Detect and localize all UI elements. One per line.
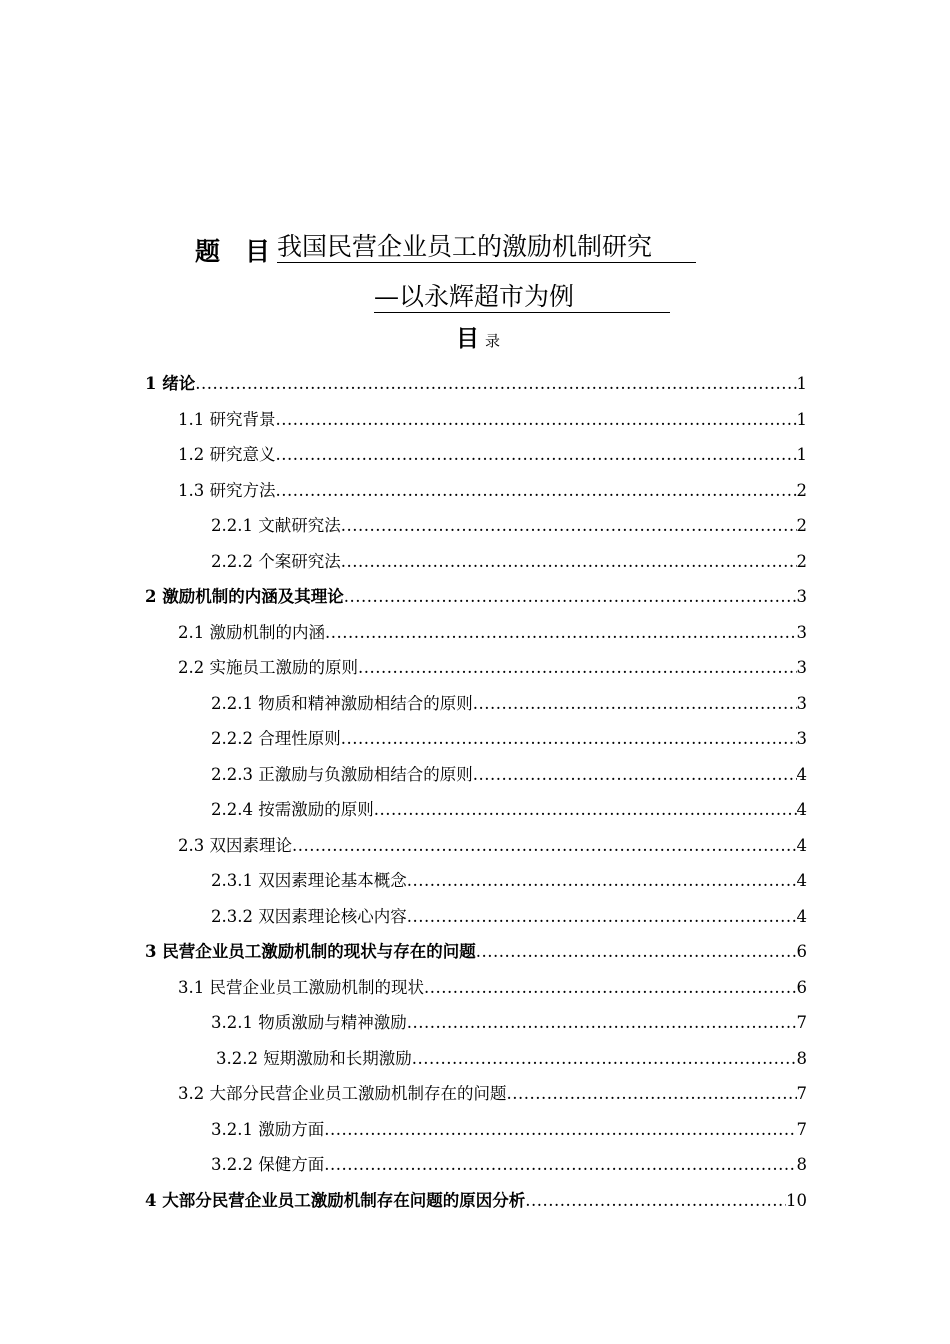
toc-leader-dots xyxy=(473,761,797,789)
toc-entry-label: 4 大部分民营企业员工激励机制存在问题的原因分析 xyxy=(145,1190,526,1210)
toc-leader-dots xyxy=(473,690,797,718)
toc-entry-page: 6 xyxy=(796,977,807,997)
toc-leader-dots xyxy=(276,441,797,469)
toc-entry[interactable] xyxy=(211,1009,807,1037)
toc-entry-label: 2.3.2 双因素理论核心内容 xyxy=(211,906,407,926)
toc-entry-label: 3 民营企业员工激励机制的现状与存在的问题 xyxy=(145,942,476,961)
toc-entry-page: 4 xyxy=(796,871,807,890)
toc-leader-dots xyxy=(407,903,797,931)
toc-entry[interactable] xyxy=(145,1187,807,1215)
toc-leader-dots xyxy=(525,1187,786,1215)
toc-entry-page: 3 xyxy=(796,622,807,642)
title-row xyxy=(195,228,715,268)
toc-entry-label: 2.2.2 个案研究法 xyxy=(211,551,341,571)
toc-entry-label: 2.3 双因素理论 xyxy=(178,835,292,855)
toc-heading-small: 录 xyxy=(485,332,501,350)
toc-entry[interactable] xyxy=(178,974,807,1002)
toc-leader-dots xyxy=(407,867,797,895)
thesis-title: 我国民营企业员工的激励机制研究 xyxy=(277,232,696,263)
toc-entry-label: 3.2.1 激励方面 xyxy=(211,1119,325,1139)
toc-entry[interactable] xyxy=(145,938,807,966)
toc-entry-label: 3.1 民营企业员工激励机制的现状 xyxy=(178,977,424,997)
toc-entry-page: 4 xyxy=(796,800,807,819)
toc-entry-label: 3.2.1 物质激励与精神激励 xyxy=(211,1013,407,1032)
toc-entry-label: 2.3.1 双因素理论基本概念 xyxy=(211,871,407,890)
toc-entry-page: 1 xyxy=(796,374,807,393)
toc-entry[interactable] xyxy=(178,406,807,434)
toc-leader-dots xyxy=(424,974,797,1002)
toc-leader-dots xyxy=(507,1080,797,1108)
toc-entry[interactable] xyxy=(211,903,807,931)
toc-leader-dots xyxy=(276,477,797,505)
toc-entry-page: 7 xyxy=(796,1084,807,1103)
toc-leader-dots xyxy=(341,725,797,753)
toc-leader-dots xyxy=(344,583,797,611)
toc-entry-label: 2.2.4 按需激励的原则 xyxy=(211,800,374,819)
toc-entry[interactable] xyxy=(211,1151,807,1179)
toc-entry-label: 2.2.1 文献研究法 xyxy=(211,516,341,535)
toc-entry-page: 2 xyxy=(796,516,807,535)
toc-entry[interactable] xyxy=(211,690,807,718)
toc-entry-label: 3.2.2 短期激励和长期激励 xyxy=(216,1048,412,1068)
toc-entry-page: 7 xyxy=(796,1013,807,1032)
toc-entry-page: 8 xyxy=(796,1155,807,1174)
toc-entry-label: 2.2.1 物质和精神激励相结合的原则 xyxy=(211,693,473,713)
toc-entry-page: 2 xyxy=(796,480,807,500)
toc-leader-dots xyxy=(412,1045,797,1073)
toc-leader-dots xyxy=(324,1116,796,1144)
toc-entry-label: 2.2 实施员工激励的原则 xyxy=(178,658,358,677)
toc-entry-page: 4 xyxy=(796,906,807,926)
toc-entry-label: 2.2.3 正激励与负激励相结合的原则 xyxy=(211,764,473,784)
toc-entry[interactable] xyxy=(178,619,807,647)
toc-entry[interactable] xyxy=(211,761,807,789)
toc-entry-page: 10 xyxy=(786,1190,807,1210)
toc-entry-page: 3 xyxy=(796,693,807,713)
toc-entry[interactable] xyxy=(178,654,807,682)
toc-leader-dots xyxy=(341,512,797,540)
toc-entry[interactable] xyxy=(211,725,807,753)
toc-entry-page: 3 xyxy=(796,729,807,748)
toc-entry[interactable] xyxy=(211,548,807,576)
toc-entry-label: 3.2 大部分民营企业员工激励机制存在的问题 xyxy=(178,1084,507,1103)
toc-entry-page: 1 xyxy=(796,445,807,464)
toc-entry[interactable] xyxy=(211,867,807,895)
toc-entry-label: 2.1 激励机制的内涵 xyxy=(178,622,325,642)
title-label: 题 目 xyxy=(195,237,271,266)
toc-entry[interactable] xyxy=(211,512,807,540)
thesis-subtitle: —以永辉超市为例 xyxy=(374,282,670,313)
toc-entry-label: 1.2 研究意义 xyxy=(178,445,276,464)
toc-leader-dots xyxy=(292,832,797,860)
toc-entry[interactable] xyxy=(145,370,807,398)
toc-entry-label: 1.1 研究背景 xyxy=(178,409,276,429)
toc-leader-dots xyxy=(374,796,797,824)
toc-entry-label: 1.3 研究方法 xyxy=(178,480,276,500)
toc-entry[interactable] xyxy=(211,796,807,824)
toc-leader-dots xyxy=(325,619,797,647)
toc-heading-big: 目 xyxy=(456,325,479,352)
toc-leader-dots xyxy=(407,1009,797,1037)
toc-entry-page: 4 xyxy=(796,764,807,784)
toc-leader-dots xyxy=(358,654,797,682)
toc-entry[interactable] xyxy=(178,1080,807,1108)
toc-leader-dots xyxy=(195,370,796,398)
toc-entry-page: 7 xyxy=(796,1119,807,1139)
toc-entry-page: 3 xyxy=(796,658,807,677)
toc-entry[interactable] xyxy=(178,441,807,469)
toc-leader-dots xyxy=(324,1151,796,1179)
toc-entry[interactable] xyxy=(178,832,807,860)
toc-entry-page: 4 xyxy=(796,835,807,855)
toc-leader-dots xyxy=(276,406,797,434)
toc-leader-dots xyxy=(476,938,797,966)
toc-heading xyxy=(456,320,500,353)
toc-entry-page: 3 xyxy=(796,587,807,606)
toc-entry[interactable] xyxy=(178,477,807,505)
toc-entry-label: 2 激励机制的内涵及其理论 xyxy=(145,587,344,606)
toc-entry-page: 8 xyxy=(796,1048,807,1068)
toc-entry-label: 2.2.2 合理性原则 xyxy=(211,729,341,748)
toc-entry-page: 2 xyxy=(796,551,807,571)
toc-entry[interactable] xyxy=(216,1045,807,1073)
toc-entry-page: 1 xyxy=(796,409,807,429)
toc-entry-label: 3.2.2 保健方面 xyxy=(211,1155,325,1174)
toc-entry[interactable] xyxy=(145,583,807,611)
toc-entry[interactable] xyxy=(211,1116,807,1144)
toc-entry-label: 1 绪论 xyxy=(145,374,196,393)
toc-entry-page: 6 xyxy=(796,942,807,961)
toc-leader-dots xyxy=(341,548,797,576)
